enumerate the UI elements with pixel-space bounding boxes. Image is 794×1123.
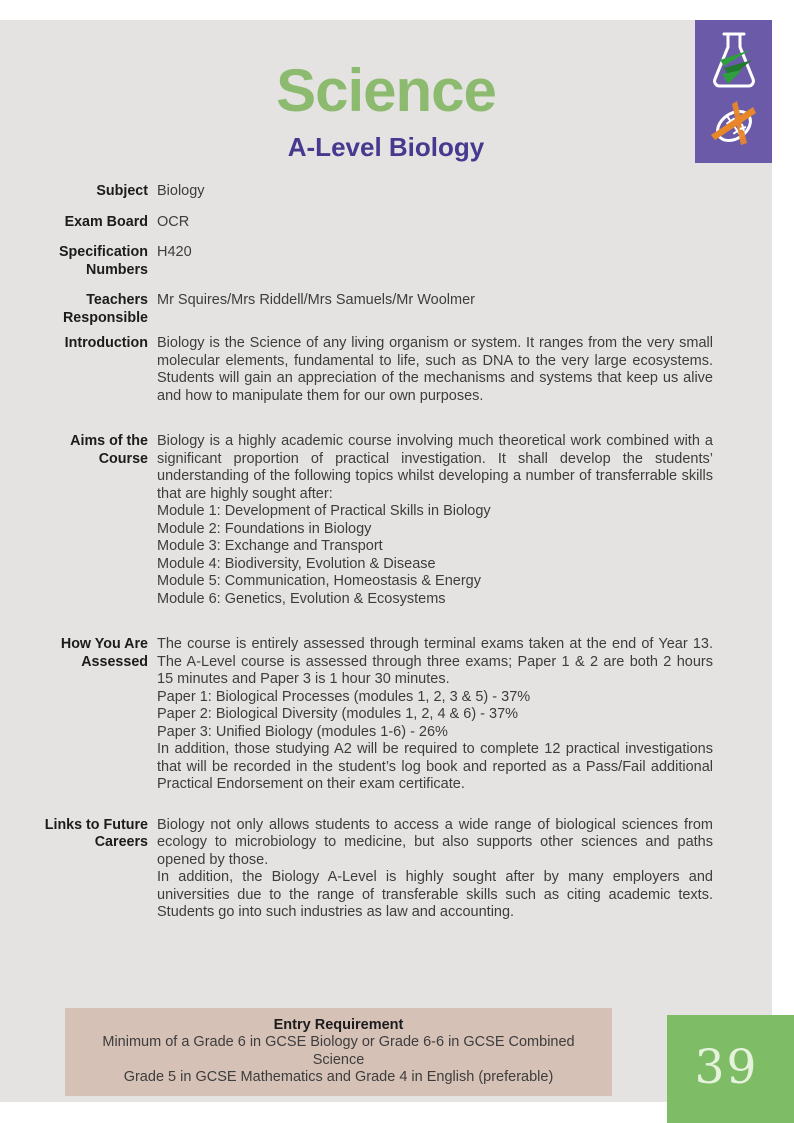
teachers-value: Mr Squires/Mrs Riddell/Mrs Samuels/Mr Woolmer [157, 292, 475, 308]
row-teachers [44, 292, 713, 327]
page-number: 39 [694, 1039, 759, 1095]
row-assessed [44, 636, 713, 794]
row-careers [44, 817, 713, 922]
careers-label: Links to Future Careers [44, 816, 148, 850]
module-item: Module 2: Foundations in Biology [157, 520, 372, 537]
careers-paragraph-1: Biology not only allows students to access a wide range of biological sciences from ecology to microbiology to medicine, but also supports other sciences and paths opened by those. [157, 816, 713, 868]
assessed-label: How You Are Assessed [60, 636, 148, 670]
row-exam-board [44, 214, 713, 232]
course-details [44, 183, 713, 922]
assessed-text [157, 636, 713, 794]
row-introduction [44, 335, 713, 405]
module-item: Module 6: Genetics, Evolution & Ecosystems [157, 590, 446, 607]
aims-paragraph: Biology is a highly academic course involving much theoretical work combined with a significant proportion of practical investigation. It shall develop the students’ understanding of the following topics whilst developing a number of transferrable skills that are highly sought after: [157, 433, 713, 502]
module-item: Module 1: Development of Practical Skills in Biology [157, 503, 491, 519]
module-item: Module 5: Communication, Homeostasis & Energy [157, 573, 481, 589]
careers-text [157, 817, 713, 922]
paper-item: Paper 3: Unified Biology (modules 1-6) - 26% [157, 723, 448, 740]
entry-requirement-line: Grade 5 in GCSE Mathematics and Grade 4 in English (preferable) [123, 1069, 554, 1085]
row-specification [44, 244, 713, 279]
exam-board-value: OCR [157, 213, 190, 230]
paper-item: Paper 2: Biological Diversity (modules 1, 2, 4 & 6) - 37% [157, 706, 519, 722]
page-subtitle: A-Level Biology [287, 132, 485, 162]
introduction-paragraph: Biology is the Science of any living organism or system. It ranges from the very small molecular elements, fundamental to life, such as DNA to the very large ecosystems. Students will gain an appreciation of the mechanisms and systems that keep us alive and how to manipulate them for our own purposes. [157, 335, 713, 404]
introduction-text [157, 335, 713, 405]
aims-text [157, 433, 713, 608]
subject-value: Biology [157, 183, 205, 199]
aims-label: Aims of the Course [70, 433, 148, 467]
specification-label: Specification Numbers [59, 244, 148, 278]
assessed-paragraph-1: The course is entirely assessed through terminal exams taken at the end of Year 13. The A-Level course is assessed through three exams; Paper 1 & 2 are both 2 hours 15 minutes and Paper 3 is 1 hour 30 minutes. [157, 636, 713, 687]
row-aims [44, 433, 713, 608]
careers-paragraph-2: In addition, the Biology A-Level is highly sought after by many employers and universities due to the range of transferable skills such as citing academic texts. Students go into such industries as law and accounting. [157, 869, 713, 920]
page-number-box [667, 1015, 794, 1123]
page-title: Science [276, 57, 496, 124]
introduction-label: Introduction [64, 335, 148, 351]
specification-value: H420 [157, 244, 192, 260]
module-item: Module 4: Biodiversity, Evolution & Disease [157, 555, 436, 572]
teachers-label: Teachers Responsible [62, 292, 148, 326]
row-subject [44, 183, 713, 201]
exam-board-label: Exam Board [64, 213, 148, 230]
module-item: Module 3: Exchange and Transport [157, 538, 383, 554]
page-background [0, 20, 772, 1102]
subject-label: Subject [96, 183, 148, 199]
assessed-paragraph-2: In addition, those studying A2 will be required to complete 12 practical investigations that will be recorded in the student’s log book and reported as a Pass/Fail additional Practical Endorsement on their exam certificate. [157, 741, 713, 792]
entry-requirement-line: Minimum of a Grade 6 in GCSE Biology or Grade 6-6 in GCSE Combined Science [102, 1034, 575, 1068]
paper-item: Paper 1: Biological Processes (modules 1, 2, 3 & 5) - 37% [157, 688, 531, 705]
entry-requirement-title: Entry Requirement [273, 1017, 404, 1033]
entry-requirement-box [65, 1008, 612, 1096]
